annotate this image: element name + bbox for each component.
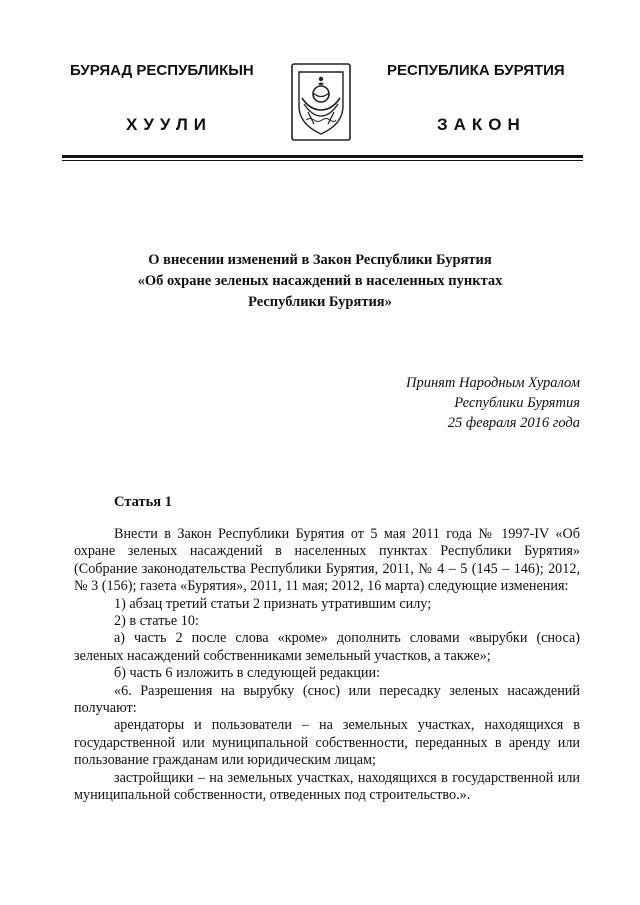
header-right-bottom: ЗАКОН: [437, 115, 526, 134]
coat-of-arms-icon: [290, 62, 352, 142]
article-paragraph: 2) в статье 10:: [114, 613, 199, 630]
article-paragraph: Внести в Закон Республики Бурятия от 5 мая 2011 года № 1997-IV «Об охране зеленых насаждений в населенных пунктах Республики Бурятия» (Собрание законодательства Республики Бурятия, 2011, № 4 – 5 (145 – 146); 2012, № 3 (156); газета «Бурятия», 2011, 11 мая; 2012, 16 марта) следующие изменения:: [74, 526, 580, 595]
article-paragraph: б) часть 6 изложить в следующей редакции:: [114, 665, 381, 682]
law-title-line-2: «Об охране зеленых насаждений в населенных пунктах: [137, 273, 503, 289]
header-rule-thin: [62, 160, 583, 161]
header-left-top: БУРЯАД РЕСПУБЛИКЫН: [70, 62, 254, 79]
adoption-line-1: Принят Народным Хуралом: [405, 375, 580, 391]
article-paragraph: застройщики – на земельных участках, находящихся в государственной или муниципальной собственности, отведенных под строительство.».: [74, 769, 580, 804]
article-paragraph: а) часть 2 после слова «кроме» дополнить словами «вырубки (сноса) зеленых насаждений собственниками земельный участков, а также»;: [74, 630, 580, 664]
adoption-note: [406, 373, 580, 433]
article-paragraph: 1) абзац третий статьи 2 признать утратившим силу;: [114, 595, 432, 612]
header-right-top: РЕСПУБЛИКА БУРЯТИЯ: [387, 62, 565, 79]
adoption-line-2: Республики Бурятия: [454, 395, 580, 411]
header-rule-thick: [62, 155, 583, 158]
article-paragraph: арендаторы и пользователи – на земельных участках, находящихся в государственной или муниципальной собственности, переданных в аренду или пользование гражданам или юридическим лицам;: [74, 717, 580, 769]
article-heading: Статья 1: [114, 494, 172, 510]
article-body: [74, 526, 580, 805]
article-paragraph: «6. Разрешения на вырубку (снос) или пересадку зеленых насаждений получают:: [74, 682, 580, 717]
law-title-line-3: Республики Бурятия»: [248, 294, 392, 310]
law-title-line-1: О внесении изменений в Закон Республики Бурятия: [148, 252, 492, 268]
adoption-date: 25 февраля 2016 года: [447, 415, 580, 431]
law-title: [90, 250, 550, 313]
header-left-bottom: ХУУЛИ: [126, 115, 212, 134]
